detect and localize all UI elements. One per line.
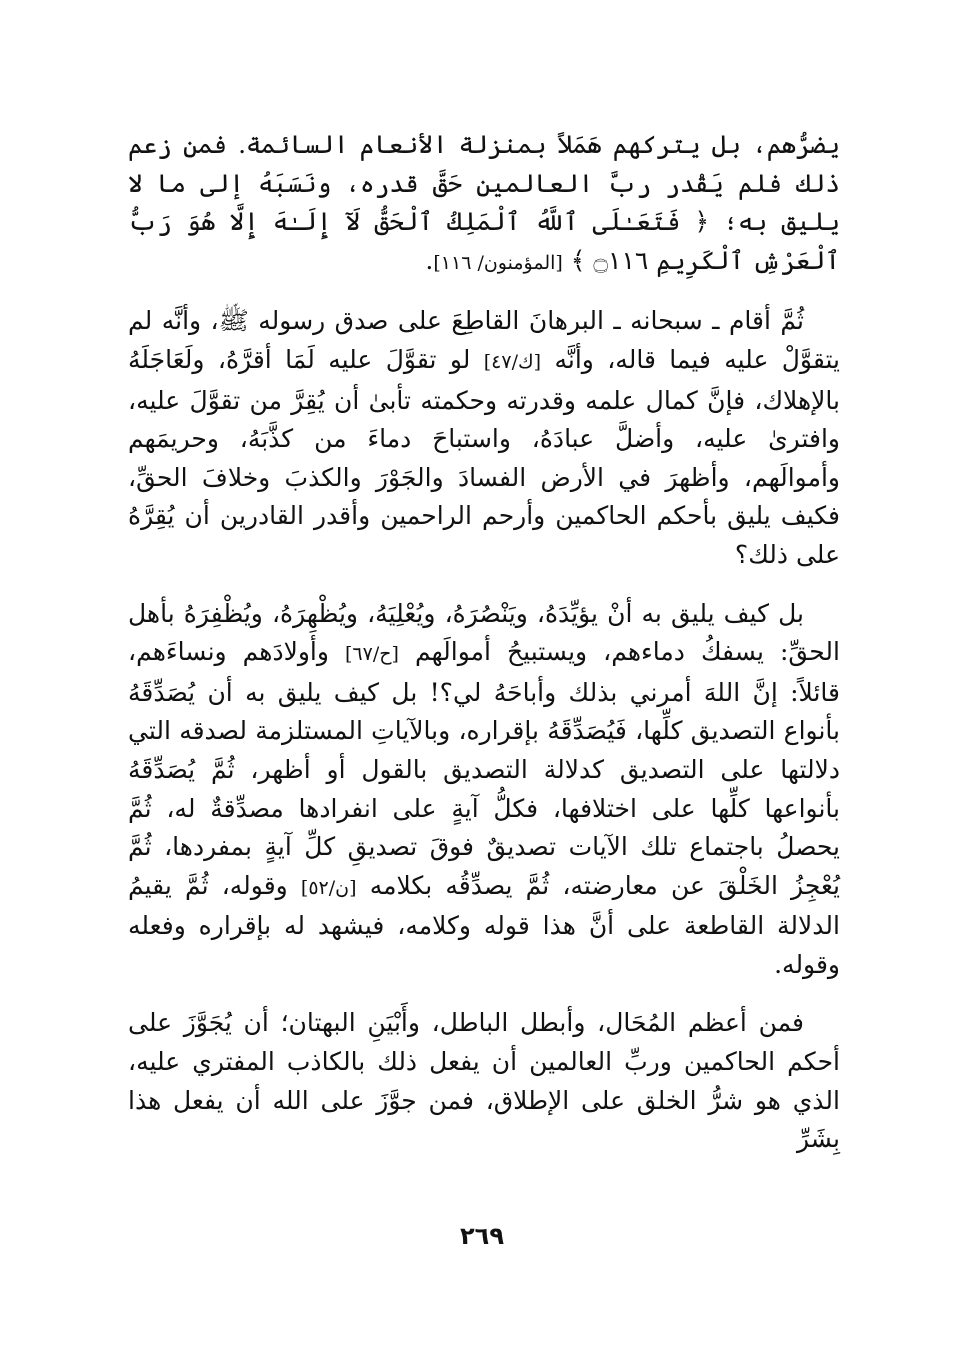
page-body [128, 126, 840, 1159]
paragraph-2 [128, 302, 840, 574]
paragraph-3-text-b: وأولادَهم ونساءَهم، قائلاً: إنَّ اللهَ أمرني بذلك وأباحَهُ لي؟! بل كيف يليق به أن يُصَدِّقَهُ بأنواع التصديق كلِّها، فَيُصَدِّقَهُ بإقراره، وبالآياتِ المستلزمة لصدقه التي دلالتها على التصديق كدلالة التصديق بالقول أو أظهر، ثُمَّ يُصَدِّقَهُ بأنواعها كلِّها على اختلافها، فكلُّ آيةٍ على انفرادها مصدِّقةٌ له، ثُمَّ يحصلُ باجتماع تلك الآيات تصديقٌ فوقَ تصديقِ كلِّ آيةٍ بمفردها، ثُمَّ يُعْجِزُ الخَلْقَ عن معارضته، ثُمَّ يصدِّقُه بكلامه [128, 637, 840, 900]
paragraph-1 [128, 126, 840, 282]
paragraph-1-end: . [425, 245, 434, 275]
paragraph-2-text-b: لو تقوَّلَ عليه لَمَا أقرَّهُ، ولَعَاجَلَهُ بالإهلاك، فإنَّ كمال علمه وقدرته وحكمته تأبىٰ أن يُقِرَّ من تقوَّلَ عليه، وافترىٰ عليه، وأضلَّ عبادَهُ، واستباحَ دماءَ من كذَّبَهُ، وحريمَهم وأموالَهم، وأظهرَ في الأرض الفسادَ والجَوْرَ والكذبَ وخلافَ الحقِّ، فكيف يليق بأحكم الحاكمين وأرحم الراحمين وأقدر القادرين أن يُقِرَّهُ على ذلك؟ [128, 344, 840, 569]
page-number: ٢٦٩ [460, 1222, 504, 1250]
paragraph-4-text: فمن أعظم المُحَال، وأبطل الباطل، وأَبْيَنِ البهتان؛ أن يُجَوَّزَ على أحكم الحاكمين وربِّ العالمين أن يفعل ذلك بالكاذب المفتري عليه، الذي هو شرُّ الخلق على الإطلاق، فمن جوَّزَ على الله أن يفعل هذا بِشَرِّ [128, 1008, 840, 1154]
paragraph-3-text-a: بل كيف يليق به أنْ يؤيِّدَهُ، ويَنْصُرَهُ، ويُعْلِيَهُ، ويُظْهِرَهُ، ويُظْفِرَهُ بأهل الحقِّ: يسفكُ دماءهم، ويستبيحُ أموالَهم [128, 598, 840, 667]
quran-reference: [المؤمنون/ ١١٦] [433, 251, 563, 274]
manuscript-reference: [ح/٦٧] [345, 643, 399, 666]
manuscript-reference: [ك/٤٧] [483, 350, 542, 373]
manuscript-reference: [ن/٥٢] [300, 876, 357, 899]
paragraph-2-text-a: ثُمَّ أقام ـ سبحانه ـ البرهانَ القاطِعَ على صدق رسوله ﷺ، وأنَّه لم يتقوَّلْ عليه فيما قاله، وأنَّه [128, 306, 840, 374]
paragraph-4 [128, 1004, 840, 1158]
paragraph-1-text: يضرُّهم، بل يتركهم هَمَلاً بمنزلة الأنعام السائمة. فمن زعم ذلك فلم يَقْدر ربَّ العالمين حَقَّ قدره، ونَسَبَهُ إلى ما لا يليق به؛ ﴿ فَتَعَـٰلَى ٱللَّهُ ٱلْمَلِكُ ٱلْحَقُّ لَآ إِلَـٰهَ إِلَّا هُوَ رَبُّ ٱلْعَرْشِ ٱلْكَرِيمِ ۝١١٦ ﴾ [128, 130, 840, 275]
paragraph-3 [128, 595, 840, 985]
paragraph-3-text-c: وقوله، ثُمَّ يقيمُ الدلالة القاطعة على أنَّ هذا قوله وكلامه، فيشهد له بإقراره وفعله وقوله. [128, 870, 840, 979]
